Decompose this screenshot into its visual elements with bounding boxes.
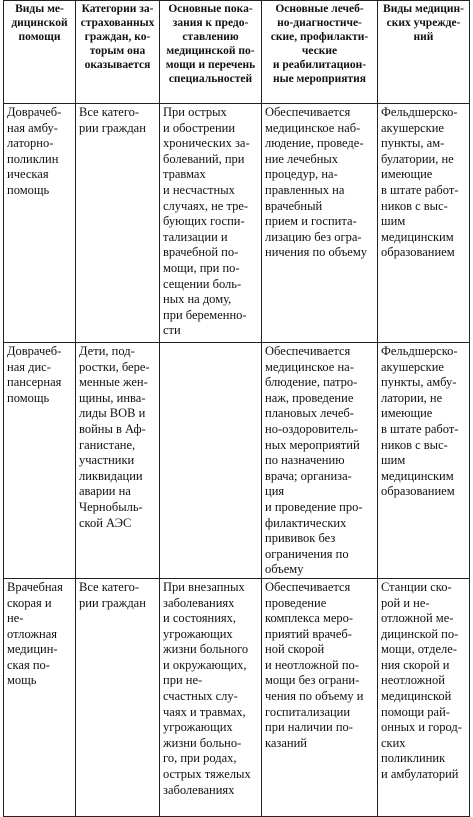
header-measures: Основные лечеб- но-диагностиче- ские, профилакти- ческие и реабилитацион- ные мероприятия: [262, 1, 378, 104]
header-insured-categories: Категории за- страхованных граждан, ко- торым она оказывается: [76, 1, 160, 104]
cell-measures: Обеспечивается медицинское на- блюдение, патро- наж, проведение плановых лечеб- но-оздоровитель- ных мероприятий по назначению врача; организа- ция и проведение про- филактических прививок без ограничения по объему: [262, 343, 378, 579]
cell-insured-categories: Все катего- рии граждан: [76, 578, 160, 816]
table-row: [4, 578, 470, 816]
cell-indications: [160, 343, 262, 579]
cell-institutions: Фельдшерско- акушерские пункты, ам- булатории, не имеющие в штате работ- ников с выс- шим медицинским образованием: [378, 104, 470, 343]
cell-institutions: Станции ско- рой и не- отложной ме- дицинской по- мощи, отделе- ния скорой и неотложной медицинской помощи рай- онных и город- ских поликлиник и амбулаторий: [378, 578, 470, 816]
header-institutions: Виды медицин- ских учрежде- ний: [378, 1, 470, 104]
cell-insured-categories: Дети, под- ростки, бере- менные жен- щины, инва- лиды ВОВ и войны в Аф- ганистане, участники ликвидации аварии на Чернобыль- ской АЭС: [76, 343, 160, 579]
table-row: [4, 343, 470, 579]
cell-measures: Обеспечивается медицинское наб- людение, проведе- ние лечебных процедур, на- правленных на врачебный прием и госпита- лизацию без огра- ничения по объему: [262, 104, 378, 343]
cell-measures: Обеспечивается проведение комплекса меро- приятий врачеб- ной скорой и неотложной по- мощи без ограни- чения по объему и госпитализации при наличии по- казаний: [262, 578, 378, 816]
cell-indications: При острых и обострении хронических за- болеваний, при травмах и несчастных случаях, не тре- бующих госпи- тализации и врачебной по- мощи, при по- сещении боль- ных на дому, при беременно- сти: [160, 104, 262, 343]
medical-care-table: [3, 0, 470, 817]
header-indications: Основные пока- зания к предо- ставлению медицинской по- мощи и перечень специальностей: [160, 1, 262, 104]
cell-care-type: Доврачеб- ная амбу- латорно- поликлин ическая помощь: [4, 104, 76, 343]
cell-care-type: Доврачеб- ная дис- пансерная помощь: [4, 343, 76, 579]
table-header-row: [4, 1, 470, 104]
cell-institutions: Фельдшерско- акушерские пункты, амбу- латории, не имеющие в штате работ- ников с выс- шим медицинским образованием: [378, 343, 470, 579]
table-row: [4, 104, 470, 343]
cell-insured-categories: Все катего- рии граждан: [76, 104, 160, 343]
cell-indications: При внезапных заболеваниях и состояниях, угрожающих жизни больного и окружающих, при не- счастных слу- чаях и травмах, угрожающих жизни больно- го, при родах, острых тяжелых заболеваниях: [160, 578, 262, 816]
cell-care-type: Врачебная скорая и не- отложная медицин- ская по- мощь: [4, 578, 76, 816]
header-care-type: Виды ме- дицинской помощи: [4, 1, 76, 104]
